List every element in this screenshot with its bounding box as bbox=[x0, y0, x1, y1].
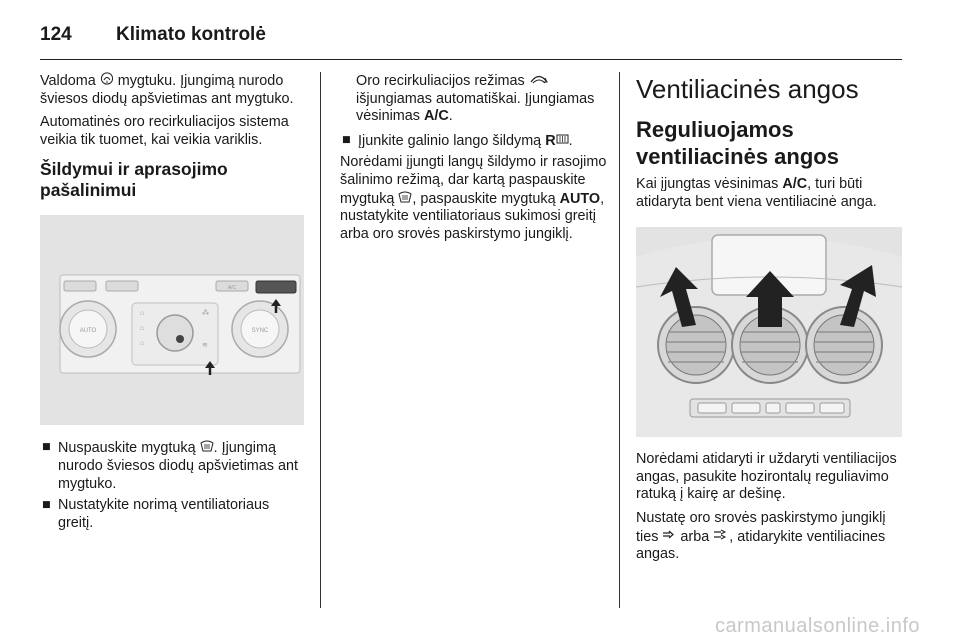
bullet-list bbox=[40, 439, 308, 532]
chapter-title: Klimato kontrolė bbox=[116, 24, 266, 45]
list-item: ■ Nuspauskite mygtuką . Įjungimą nurodo šviesos diodų apšvietimas ant mygtuko. bbox=[42, 439, 298, 492]
windshield-defrost-icon bbox=[398, 190, 412, 208]
rear-window-heat-icon bbox=[556, 132, 569, 150]
paragraph: Nustatę oro srovės paskirstymo jungiklį ties arba , atidarykite ventiliacines angas. bbox=[636, 509, 886, 563]
auto-label: AUTO bbox=[79, 328, 97, 335]
svg-text:⌂: ⌂ bbox=[140, 340, 145, 348]
sync-label: SYNC bbox=[251, 328, 269, 335]
list-item: ■ Įjunkite galinio lango šildymą R . bbox=[342, 131, 573, 149]
section-title: Ventiliacinės angos bbox=[636, 74, 859, 104]
ac-label: A/C bbox=[227, 285, 237, 292]
section-subtitle: Reguliuojamos ventiliacinės angos bbox=[636, 117, 839, 169]
paragraph: Oro recirkuliacijos režimas išjungiamas automatiškai. Įjungiamas vėsinimas A/C. bbox=[356, 73, 595, 125]
bullet-list bbox=[340, 132, 608, 151]
paragraph: Norėdami įjungti langų šildymo ir rasojimo šalinimo režimą, dar kartą paspauskite mygtuką , paspauskite mygtuką AUTO, nustatykite ventiliatoriaus sukimosi greitį arba oro srovės paskirstymo jungiklį. bbox=[340, 154, 607, 242]
windshield-defrost-icon bbox=[200, 439, 214, 457]
column-1 bbox=[40, 72, 308, 536]
svg-text:≋: ≋ bbox=[202, 342, 208, 350]
svg-text:A: A bbox=[105, 79, 109, 84]
svg-text:⌂: ⌂ bbox=[140, 310, 145, 318]
air-vents-figure bbox=[636, 227, 902, 437]
column-divider-1 bbox=[320, 72, 321, 608]
column-divider-2 bbox=[619, 72, 620, 608]
airflow-face-feet-icon bbox=[713, 528, 729, 546]
paragraph: Valdoma A mygtuku. Įjungimą nurodo šviesos diodų apšvietimas ant mygtuko. bbox=[40, 73, 294, 107]
header-rule bbox=[40, 59, 902, 60]
svg-text:⁂: ⁂ bbox=[202, 310, 209, 318]
page-number: 124 bbox=[40, 24, 72, 45]
column-3 bbox=[636, 72, 904, 570]
paragraph: Automatinės oro recirkuliacijos sistema veikia tik tuomet, kai veikia variklis. bbox=[40, 114, 289, 148]
svg-text:⌂: ⌂ bbox=[140, 325, 145, 333]
column-2 bbox=[340, 72, 608, 249]
watermark: carmanualsonline.info bbox=[714, 615, 920, 637]
list-item: ■ Nustatykite norimą ventiliatoriaus greitį. bbox=[42, 497, 270, 531]
climate-control-figure bbox=[40, 215, 304, 425]
recirculation-icon bbox=[529, 72, 549, 90]
airflow-face-icon bbox=[662, 528, 676, 546]
paragraph: Kai įjungtas vėsinimas A/C, turi būti atidaryta bent viena ventiliacinė anga. bbox=[636, 176, 877, 210]
page-header bbox=[40, 20, 266, 50]
paragraph: Norėdami atidaryti ir uždaryti ventiliacijos angas, pasukite hozirontalų reguliavimo ratuką į kairę ar dešinę. bbox=[636, 451, 897, 503]
recirculation-auto-icon bbox=[100, 72, 114, 90]
section-heading: Šildymui ir aprasojimo pašalinimui bbox=[40, 159, 228, 201]
